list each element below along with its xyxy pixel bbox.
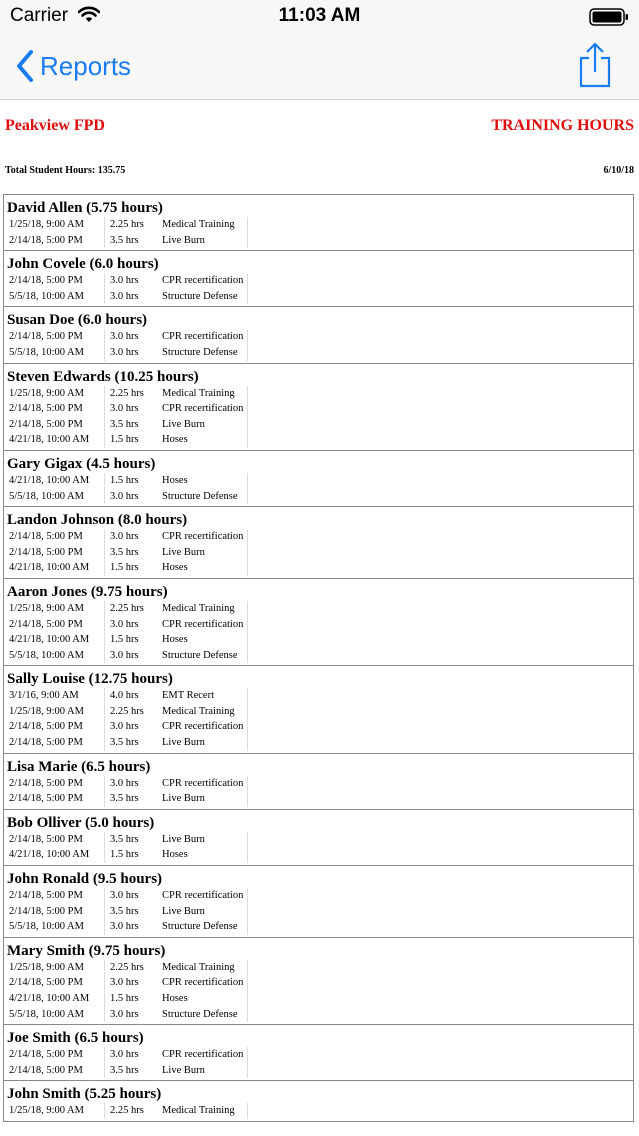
student-name: Sally Louise (12.75 hours): [7, 671, 173, 688]
student-block: [3, 364, 634, 451]
session-row: [7, 345, 630, 361]
session-row: [7, 960, 630, 976]
session-topic: CPR recertification: [162, 1047, 248, 1063]
navigation-bar: [0, 34, 639, 100]
session-hours: 3.0 hrs: [110, 275, 139, 287]
session-date: 2/14/18, 5:00 PM: [7, 545, 105, 561]
session-date: 2/14/18, 5:00 PM: [7, 735, 105, 751]
student-name: John Smith (5.25 hours): [7, 1086, 162, 1103]
carrier-label: Carrier: [10, 5, 69, 26]
session-hours: 3.0 hrs: [110, 346, 139, 358]
report-title: TRAINING HOURS: [491, 117, 634, 134]
session-date: 1/25/18, 9:00 AM: [7, 217, 105, 233]
session-topic: CPR recertification: [162, 888, 248, 904]
status-time: 11:03 AM: [278, 5, 361, 26]
student-name: Susan Doe (6.0 hours): [7, 312, 148, 329]
session-row: [7, 329, 630, 345]
session-topic: CPR recertification: [162, 401, 248, 417]
student-name: David Allen (5.75 hours): [7, 200, 163, 216]
session-topic: Hoses: [162, 473, 248, 489]
session-hours: 3.5 hrs: [110, 905, 139, 917]
session-hours: 2.25 hrs: [110, 705, 144, 717]
session-row: [7, 688, 630, 704]
session-row: [7, 776, 630, 792]
session-hours: 3.5 hrs: [110, 737, 139, 749]
session-date: 4/21/18, 10:00 AM: [7, 847, 105, 863]
session-date: 4/21/18, 10:00 AM: [7, 473, 105, 489]
session-topic: CPR recertification: [162, 329, 248, 345]
session-topic: Live Burn: [162, 735, 248, 751]
session-topic: Hoses: [162, 560, 248, 576]
session-hours: 3.5 hrs: [110, 833, 139, 845]
session-row: [7, 632, 630, 648]
session-row: [7, 273, 630, 289]
session-hours: 3.0 hrs: [110, 1008, 139, 1020]
session-hours: 3.0 hrs: [110, 921, 139, 933]
student-name: Aaron Jones (9.75 hours): [7, 583, 168, 600]
session-date: 4/21/18, 10:00 AM: [7, 991, 105, 1007]
report-date: 6/10/18: [603, 165, 634, 176]
student-block: [3, 938, 634, 1025]
session-topic: Medical Training: [162, 217, 248, 233]
session-row: [7, 1063, 630, 1079]
session-row: [7, 991, 630, 1007]
session-topic: Structure Defense: [162, 289, 248, 305]
session-topic: Live Burn: [162, 1063, 248, 1079]
session-row: [7, 719, 630, 735]
session-row: [7, 473, 630, 489]
session-hours: 3.0 hrs: [110, 721, 139, 733]
session-topic: Structure Defense: [162, 345, 248, 361]
session-row: [7, 217, 630, 233]
student-name: Mary Smith (9.75 hours): [7, 942, 166, 959]
session-date: 2/14/18, 5:00 PM: [7, 417, 105, 433]
session-date: 2/14/18, 5:00 PM: [7, 888, 105, 904]
session-hours: 2.25 hrs: [110, 961, 144, 973]
session-row: [7, 735, 630, 751]
session-hours: 3.0 hrs: [110, 403, 139, 415]
session-row: [7, 832, 630, 848]
session-row: [7, 529, 630, 545]
session-date: 2/14/18, 5:00 PM: [7, 904, 105, 920]
student-block: [3, 507, 634, 579]
session-topic: Live Burn: [162, 417, 248, 433]
session-row: [7, 289, 630, 305]
session-hours: 3.5 hrs: [110, 793, 139, 805]
session-hours: 3.0 hrs: [110, 890, 139, 902]
session-hours: 1.5 hrs: [110, 562, 139, 574]
session-date: 2/14/18, 5:00 PM: [7, 401, 105, 417]
share-icon: [579, 42, 611, 88]
session-hours: 3.0 hrs: [110, 649, 139, 661]
session-topic: CPR recertification: [162, 529, 248, 545]
session-row: [7, 560, 630, 576]
session-topic: Medical Training: [162, 601, 248, 617]
session-date: 5/5/18, 10:00 AM: [7, 289, 105, 305]
session-hours: 1.5 hrs: [110, 474, 139, 486]
session-hours: 3.0 hrs: [110, 531, 139, 543]
student-name: Landon Johnson (8.0 hours): [7, 512, 188, 529]
session-hours: 3.0 hrs: [110, 490, 139, 502]
status-bar: [0, 0, 639, 34]
session-date: 2/14/18, 5:00 PM: [7, 273, 105, 289]
student-block: [3, 451, 634, 507]
session-topic: Live Burn: [162, 832, 248, 848]
session-date: 5/5/18, 10:00 AM: [7, 648, 105, 664]
session-date: 4/21/18, 10:00 AM: [7, 632, 105, 648]
student-block: [3, 866, 634, 938]
session-topic: Medical Training: [162, 386, 248, 402]
session-date: 2/14/18, 5:00 PM: [7, 1047, 105, 1063]
session-row: [7, 386, 630, 402]
session-row: [7, 888, 630, 904]
session-row: [7, 545, 630, 561]
session-date: 5/5/18, 10:00 AM: [7, 489, 105, 505]
session-topic: Medical Training: [162, 960, 248, 976]
session-hours: 1.5 hrs: [110, 849, 139, 861]
student-name: Joe Smith (6.5 hours): [7, 1030, 144, 1047]
org-name: Peakview FPD: [5, 117, 105, 134]
session-row: [7, 904, 630, 920]
back-label: Reports: [40, 50, 132, 81]
session-topic: Hoses: [162, 632, 248, 648]
student-name: John Covele (6.0 hours): [7, 256, 159, 273]
session-hours: 3.0 hrs: [110, 1049, 139, 1061]
student-name: Lisa Marie (6.5 hours): [7, 758, 151, 775]
student-name: John Ronald (9.5 hours): [7, 871, 163, 888]
session-date: 4/21/18, 10:00 AM: [7, 560, 105, 576]
session-topic: CPR recertification: [162, 776, 248, 792]
session-topic: Hoses: [162, 432, 248, 448]
student-block: [3, 1081, 634, 1122]
session-date: 1/25/18, 9:00 AM: [7, 960, 105, 976]
session-row: [7, 617, 630, 633]
session-row: [7, 847, 630, 863]
student-name: Bob Olliver (5.0 hours): [7, 814, 155, 831]
session-row: [7, 648, 630, 664]
session-row: [7, 975, 630, 991]
session-hours: 2.25 hrs: [110, 387, 144, 399]
session-row: [7, 432, 630, 448]
session-date: 5/5/18, 10:00 AM: [7, 1007, 105, 1023]
session-topic: Medical Training: [162, 704, 248, 720]
session-date: 4/21/18, 10:00 AM: [7, 432, 105, 448]
session-row: [7, 1103, 630, 1119]
student-block: [3, 754, 634, 810]
session-hours: 3.5 hrs: [110, 1064, 139, 1076]
student-name: Gary Gigax (4.5 hours): [7, 455, 156, 472]
session-row: [7, 791, 630, 807]
session-date: 1/25/18, 9:00 AM: [7, 601, 105, 617]
session-topic: CPR recertification: [162, 719, 248, 735]
session-row: [7, 919, 630, 935]
session-hours: 1.5 hrs: [110, 993, 139, 1004]
session-date: 2/14/18, 5:00 PM: [7, 975, 105, 991]
back-chevron-icon: [16, 50, 34, 82]
session-row: [7, 704, 630, 720]
session-row: [7, 233, 630, 249]
student-block: [3, 307, 634, 363]
session-topic: Medical Training: [162, 1103, 248, 1119]
session-hours: 4.0 hrs: [110, 690, 139, 702]
session-date: 2/14/18, 5:00 PM: [7, 233, 105, 249]
session-hours: 1.5 hrs: [110, 634, 139, 646]
battery-icon: [589, 8, 629, 31]
session-topic: Live Burn: [162, 233, 248, 249]
session-hours: 3.5 hrs: [110, 546, 139, 558]
session-topic: CPR recertification: [162, 273, 248, 289]
student-block: [3, 666, 634, 753]
session-row: [7, 417, 630, 433]
session-topic: Live Burn: [162, 791, 248, 807]
session-date: 2/14/18, 5:00 PM: [7, 329, 105, 345]
session-date: 2/14/18, 5:00 PM: [7, 719, 105, 735]
session-date: 1/25/18, 9:00 AM: [7, 386, 105, 402]
session-date: 2/14/18, 5:00 PM: [7, 1063, 105, 1079]
session-row: [7, 1007, 630, 1023]
session-topic: Live Burn: [162, 545, 248, 561]
session-date: 2/14/18, 5:00 PM: [7, 791, 105, 807]
session-topic: CPR recertification: [162, 975, 248, 991]
session-topic: Live Burn: [162, 904, 248, 920]
session-date: 3/1/16, 9:00 AM: [7, 688, 105, 704]
session-topic: Hoses: [162, 991, 248, 1007]
session-row: [7, 489, 630, 505]
session-date: 5/5/18, 10:00 AM: [7, 345, 105, 361]
session-date: 5/5/18, 10:00 AM: [7, 919, 105, 935]
session-date: 1/25/18, 9:00 AM: [7, 1103, 105, 1119]
session-topic: Structure Defense: [162, 919, 248, 935]
student-name: Steven Edwards (10.25 hours): [7, 368, 199, 385]
session-row: [7, 401, 630, 417]
session-hours: 3.0 hrs: [110, 331, 139, 343]
student-list: [3, 194, 634, 1122]
session-date: 2/14/18, 5:00 PM: [7, 529, 105, 545]
session-hours: 3.0 hrs: [110, 618, 139, 630]
back-button[interactable]: [16, 48, 131, 84]
session-topic: Structure Defense: [162, 1007, 248, 1023]
session-date: 2/14/18, 5:00 PM: [7, 832, 105, 848]
session-hours: 3.0 hrs: [110, 777, 139, 789]
session-topic: EMT Recert: [162, 688, 248, 704]
session-hours: 2.25 hrs: [110, 602, 144, 614]
session-hours: 3.5 hrs: [110, 418, 139, 430]
student-block: [3, 579, 634, 666]
student-block: [3, 251, 634, 307]
total-student-hours: Total Student Hours: 135.75: [5, 165, 126, 176]
session-topic: Structure Defense: [162, 489, 248, 505]
student-block: [3, 195, 634, 251]
session-row: [7, 601, 630, 617]
session-hours: 2.25 hrs: [110, 219, 144, 230]
session-topic: Hoses: [162, 847, 248, 863]
session-row: [7, 1047, 630, 1063]
session-topic: CPR recertification: [162, 617, 248, 633]
session-hours: 2.25 hrs: [110, 1105, 144, 1117]
session-date: 2/14/18, 5:00 PM: [7, 617, 105, 633]
student-block: [3, 1025, 634, 1081]
session-hours: 3.0 hrs: [110, 290, 139, 302]
student-block: [3, 810, 634, 866]
session-hours: 1.5 hrs: [110, 434, 139, 446]
session-topic: Structure Defense: [162, 648, 248, 664]
session-date: 1/25/18, 9:00 AM: [7, 704, 105, 720]
session-date: 2/14/18, 5:00 PM: [7, 776, 105, 792]
share-button[interactable]: [579, 42, 611, 93]
session-hours: 3.0 hrs: [110, 977, 139, 989]
session-hours: 3.5 hrs: [110, 234, 139, 246]
